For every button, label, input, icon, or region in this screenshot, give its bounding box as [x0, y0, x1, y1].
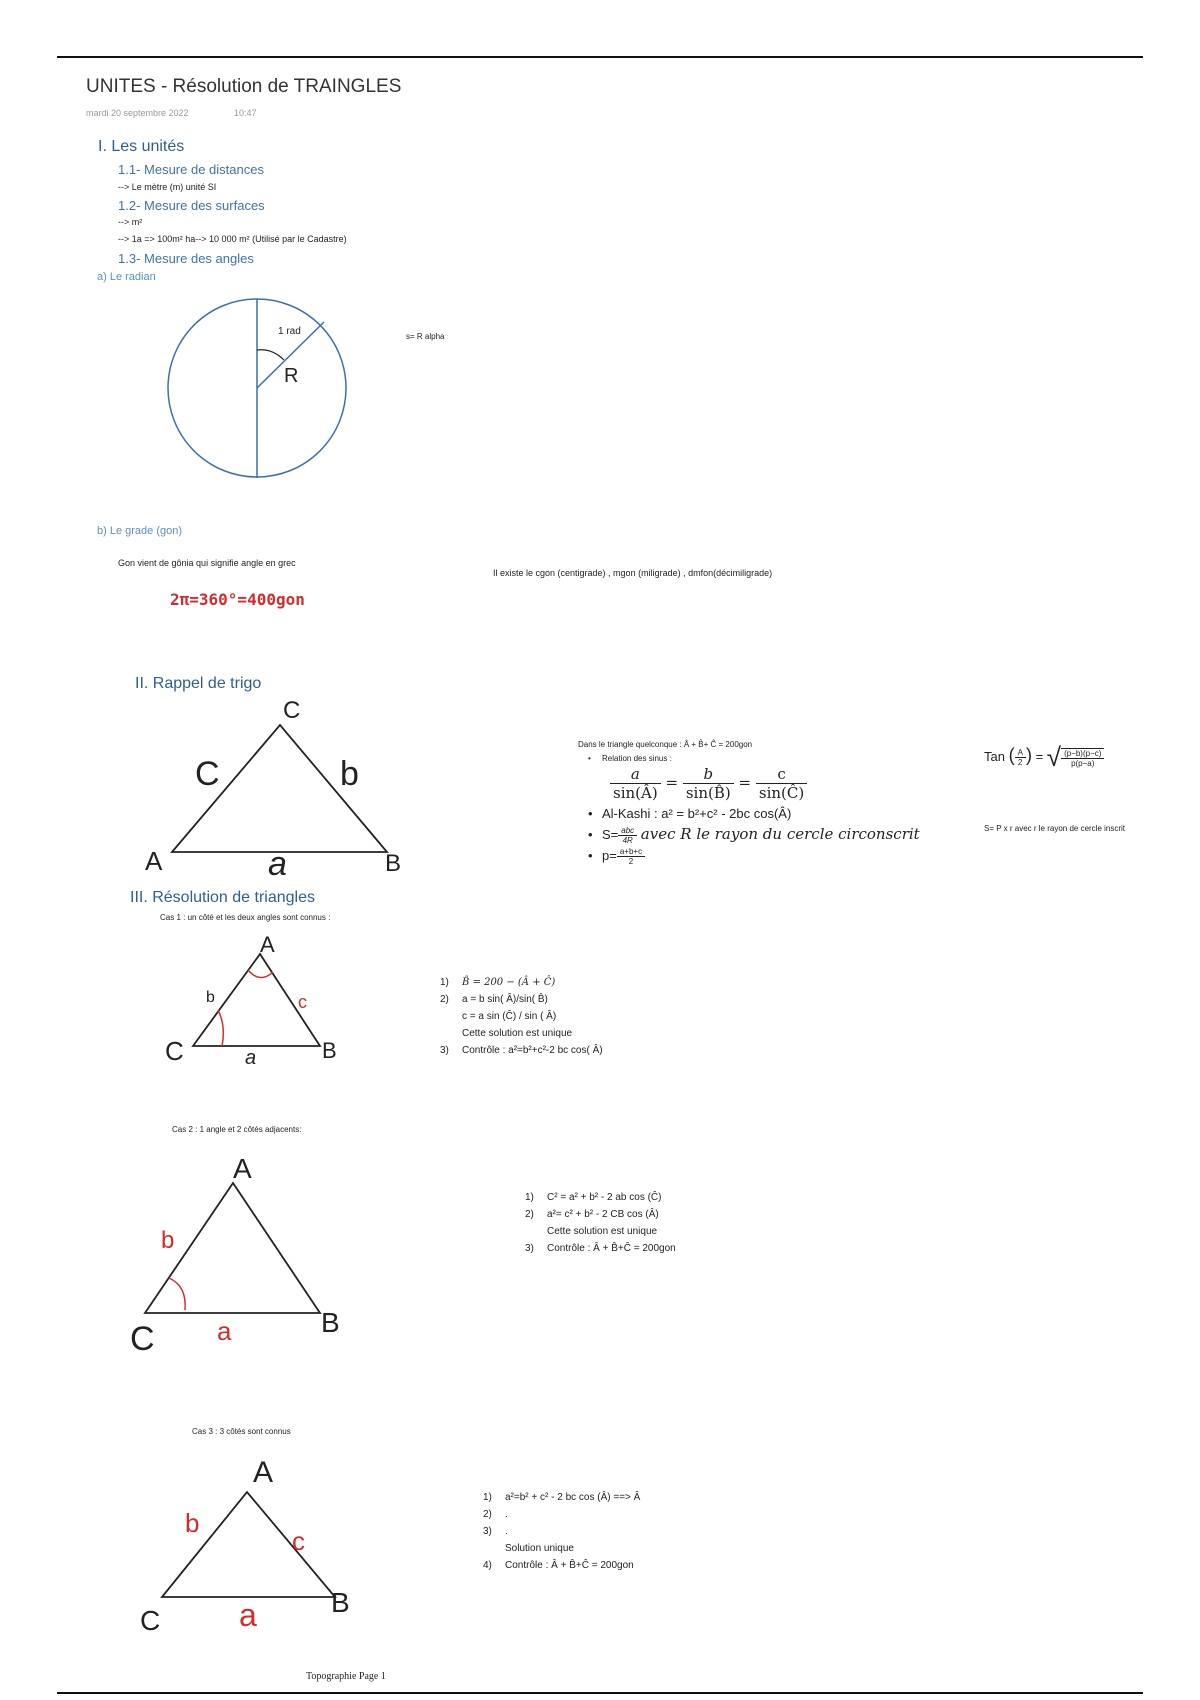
- cas2-vertex-a: A: [233, 1153, 252, 1184]
- cas1-vertex-a: A: [260, 932, 275, 957]
- trigo-triangle-figure: [140, 695, 420, 880]
- cas3-step-4: 4) Contrôle : Â + B̂+Ĉ = 200gon: [483, 1560, 634, 1571]
- cas3-vertex-a: A: [253, 1456, 274, 1489]
- cas1-vertex-c: C: [165, 1036, 184, 1066]
- cas1-steps: [440, 974, 603, 1059]
- cas1-angle-arc-a: [248, 970, 273, 978]
- cas2-angle-arc-c: [169, 1278, 185, 1310]
- radian-value-label: 1 rad: [278, 326, 301, 337]
- cas2-triangle-figure: [125, 1150, 365, 1360]
- side-label-c: C: [195, 755, 220, 793]
- page-date: mardi 20 septembre 2022: [86, 108, 189, 118]
- subsection-1-1-line: --> Le mètre (m) unité SI: [118, 182, 217, 192]
- cas2-side-a: a: [217, 1316, 232, 1346]
- cas1-unique-note: Cette solution est unique: [462, 1028, 573, 1039]
- al-kashi-formula: • Al-Kashi : a² = b²+c² - 2bc cos(Â): [588, 806, 792, 821]
- page-title: UNITES - Résolution de TRAINGLES: [86, 76, 402, 97]
- cas1-step-1: 1) B̂ = 200 − (Â + Ĉ): [440, 977, 556, 988]
- subsection-1-3: 1.3- Mesure des angles: [118, 251, 254, 266]
- subsection-1-2-line1: --> m²: [118, 217, 143, 227]
- cas2-side-b: b: [161, 1227, 175, 1254]
- cas2-step-2: 2) a²= c² + b² - 2 CB cos (Â): [525, 1209, 659, 1220]
- top-rule: [57, 56, 1143, 58]
- subsection-1-1: 1.1- Mesure de distances: [118, 162, 264, 177]
- arc-length-formula: s= R alpha: [406, 332, 445, 341]
- cas3-title: Cas 3 : 3 côtés sont connus: [192, 1427, 291, 1436]
- grade-label: b) Le grade (gon): [97, 525, 182, 537]
- cas3-side-a: a: [239, 1597, 257, 1633]
- section-2-heading: II. Rappel de trigo: [135, 675, 262, 692]
- cas3-side-b: b: [185, 1508, 200, 1538]
- cas3-steps: [483, 1489, 640, 1574]
- bottom-rule: [57, 1692, 1143, 1694]
- side-label-a: a: [268, 845, 287, 880]
- side-label-b: b: [340, 755, 359, 793]
- cas3-triangle-figure: [135, 1450, 370, 1635]
- cas1-step-2: 2) a = b sin( Â)/sin( B̂): [440, 994, 548, 1005]
- cas3-step-3: 3) .: [483, 1526, 508, 1537]
- cas2-unique-note: Cette solution est unique: [547, 1226, 658, 1237]
- cas1-title: Cas 1 : un côté et les deux angles sont connus :: [160, 913, 331, 922]
- cas1-step-2b: c = a sin (Ĉ) / sin ( Â): [462, 1011, 557, 1022]
- gon-conversion-formula: 2π=360°=400gon: [170, 590, 305, 609]
- gon-origin-text: Gon vient de gônia qui signifie angle en grec: [118, 558, 296, 568]
- cas2-title: Cas 2 : 1 angle et 2 côtés adjacents:: [172, 1125, 302, 1134]
- vertex-label-c-top: C: [283, 697, 301, 724]
- cas2-vertex-c: C: [130, 1320, 155, 1358]
- cas2-vertex-b: B: [321, 1307, 340, 1338]
- vertex-label-a: A: [145, 846, 163, 876]
- sinus-relation-title: • Relation des sinus :: [588, 754, 672, 763]
- cas3-unique-note: Solution unique: [505, 1543, 574, 1554]
- area-formula: • S= $\frac{\text{abc}}{4R}$ avec R le rayon du cercle circonscrit: [588, 825, 920, 846]
- cas1-vertex-b: B: [322, 1038, 337, 1063]
- tan-half-angle-formula: Tan ( $\frac{A}{2}$ ) = √ $\frac{(p-b)(p-c)}{p(p-a)}$: [984, 742, 1104, 773]
- cas3-step-1: 1) a²=b² + c² - 2 bc cos (Â) ==> Â: [483, 1492, 641, 1503]
- radius-label: R: [284, 365, 299, 387]
- section-3-heading: III. Résolution de triangles: [130, 889, 315, 906]
- cas3-vertex-c: C: [140, 1605, 161, 1635]
- cas3-step-2: 2) .: [483, 1509, 508, 1520]
- sin-fraction-c: $\frac{c}{\sin(Ĉ)}$: [756, 765, 807, 802]
- sin-fraction-a: $\frac{a}{\sin(Â)}$: [610, 765, 661, 802]
- subsection-1-2-line2: --> 1a => 100m² ha--> 10 000 m² (Utilisé par le Cadastre): [118, 234, 347, 244]
- cas1-side-a: a: [245, 1047, 257, 1069]
- page-time: 10:47: [234, 108, 257, 118]
- cas2-step-1: 1) C² = a² + b² - 2 ab cos (Ĉ): [525, 1192, 662, 1203]
- section-1-heading: I. Les unités: [98, 138, 185, 155]
- sin-fraction-b: $\frac{b}{\sin(B̂)}$: [683, 765, 734, 802]
- cas2-step-3: 3) Contrôle : Â + B̂+Ĉ = 200gon: [525, 1243, 676, 1254]
- radian-arc: [257, 350, 284, 360]
- cas3-side-c: c: [292, 1526, 305, 1556]
- cas2-steps: [525, 1189, 676, 1257]
- radian-circle-figure: [160, 290, 360, 490]
- radian-label: a) Le radian: [97, 271, 156, 283]
- sinus-relation-formula: $\frac{a}{\sin(Â)}$ = $\frac{b}{\sin(B̂)}$ = $\frac{c}{\sin(Ĉ)}$: [610, 765, 920, 802]
- cas1-side-c: c: [298, 992, 307, 1012]
- angle-sum-text: Dans le triangle quelconque : Â + B̂+ Ĉ = 200gon: [578, 740, 753, 749]
- cas1-angle-arc-c: [218, 1010, 223, 1046]
- inscribed-area-text: S= P x r avec r le rayon de cercle inscrit: [984, 824, 1126, 833]
- half-perimeter-formula: • p= $\frac{a+b+c}{2}$: [588, 847, 920, 866]
- cas1-step-3: 3) Contrôle : a²=b²+c²-2 bc cos( Â): [440, 1045, 603, 1056]
- vertex-label-b: B: [385, 850, 402, 877]
- cas3-vertex-b: B: [331, 1587, 350, 1618]
- page-footer: Topographie Page 1: [306, 1671, 386, 1682]
- gon-units-text: Il existe le cgon (centigrade) , mgon (miligrade) , dmfon(décimiligrade): [493, 568, 773, 578]
- cas1-triangle-figure: [160, 930, 350, 1070]
- subsection-1-2: 1.2- Mesure des surfaces: [118, 198, 265, 213]
- cas1-side-b: b: [206, 989, 215, 1006]
- trigo-formula-list: [588, 754, 920, 866]
